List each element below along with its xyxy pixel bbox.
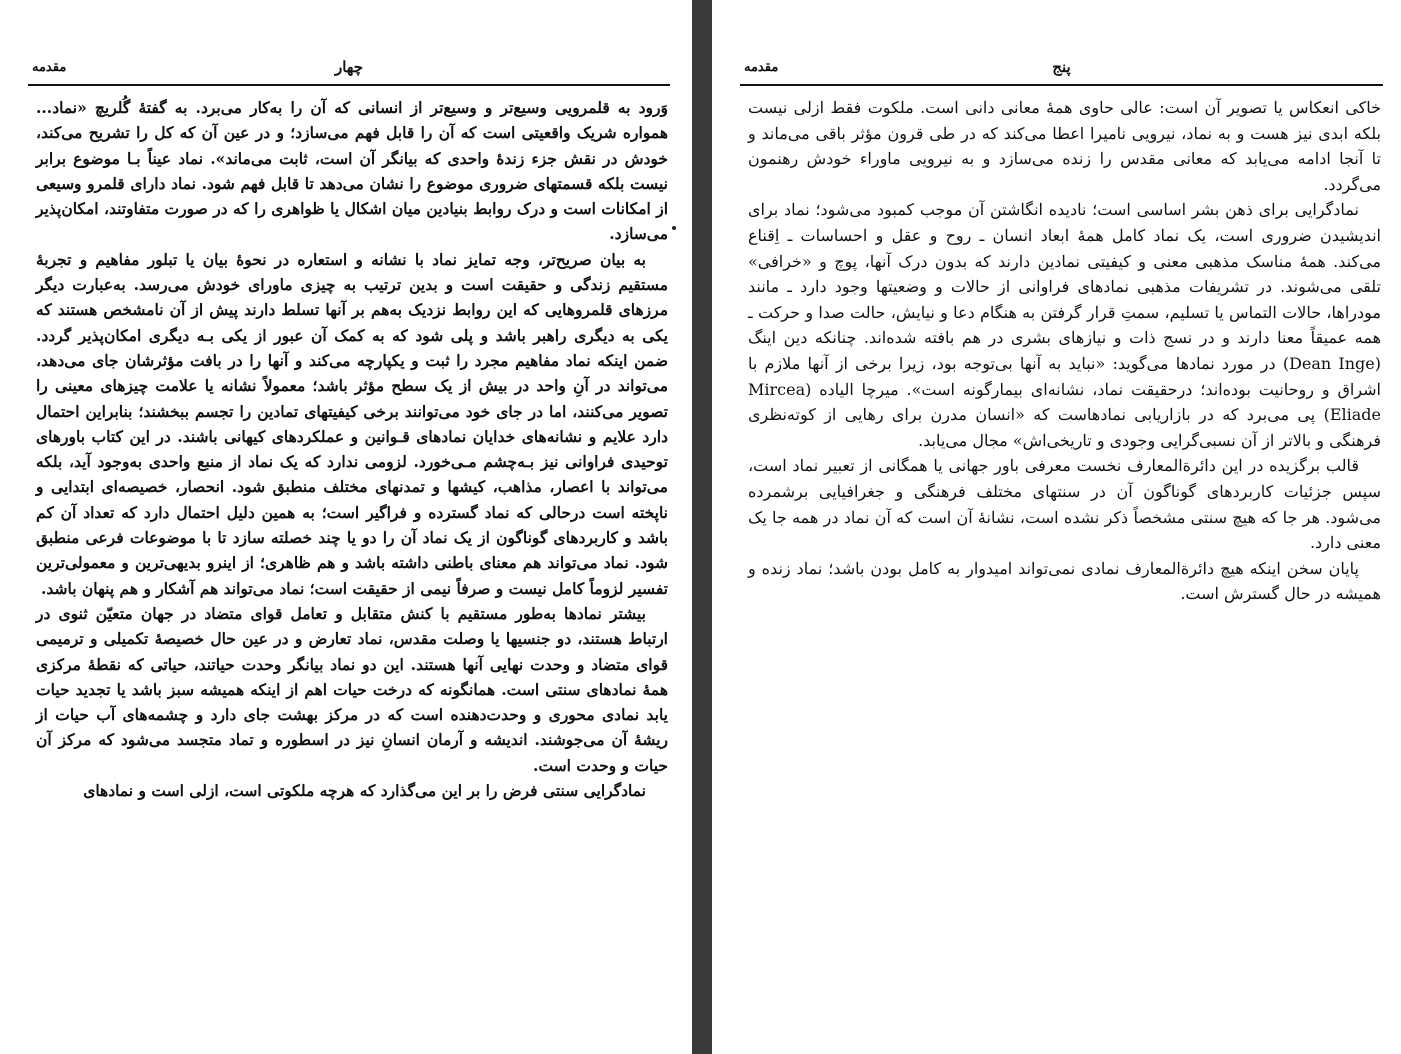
left-page-number: چهار <box>334 58 363 76</box>
left-paragraph-1: وَرود به قلمرویی وسیع‌تر و وسیع‌تر از انسانی که آن را به‌کار می‌برد. به گفتهٔ گُلریچ «نماد... همواره شریک واقعیتی است که آن را قابل فهم می‌سازد؛ و در عین آن که کل را تشریح می‌کند، خودش در نقش جزء زندهٔ واحدی که بیانگر آن است، ثابت می‌ماند». نماد عیناً بـا موضوع برابر نیست بلکه قسمتهای ضروری موضوع را نشان می‌دهد تا قابل فهم شود. نماد دارای قلمرو وسیعی از امکانات است و درک روابط بنیادین میان اشکال یا ظواهری را که در صورت متفاوتند، امکان‌پذیر می‌سازد. <box>36 98 668 244</box>
right-running-head <box>740 58 1383 86</box>
left-paragraph-4: نمادگرایی سنتی فرض را بر این می‌گذارد که هرچه ملکوتی است، ازلی است و نمادهای <box>83 781 646 801</box>
scan-speck <box>672 226 676 230</box>
left-paragraph-2: به بیان صریح‌تر، وجه تمایز نماد با نشانه و استعاره در نحوهٔ بیان یا تبلور مفاهیم و تجربهٔ مستقیم زندگی و حقیقت است و بدین ترتیب به چیزی ماورای خودش می‌رسد. به‌عبارت دیگر مرزهای قلمروهایی که این روابط نزدیک به‌هم بر آنها تسلط دارند پیش از آن نامشخص هستند که یکی به دیگری راهبر باشد و پلی شود که به کمک آن عبور از یکی بـه دیگری امکان‌پذیر گردد. ضمن اینکه نماد مفاهیم مجرد را ثبت و یکپارچه می‌کند و آنها را در بافت مؤثرشان جای می‌دهد، می‌تواند در آنِ واحد در بیش از یک سطح مؤثر باشد؛ معمولاً نشانه یا علامت چیزهای معینی را تصویر می‌کنند، اما در جای خود می‌توانند برخی کیفیتهای تمادین را تجسم ببخشند؛ بنابراین احتمال دارد علایم و نشانه‌های خدایان نمادهای قـوانین و عملکردهای کیهانی باشند. در این کتاب باورهای توحیدی فراوانی نیز بـه‌چشم مـی‌خورد. لزومی ندارد که یک نماد از منبع واحدی به‌وجود آید، بلکه می‌تواند با اعصار، مذاهب، کیشها و تمدنهای مختلف منطبق شود. انحصار، خصیصه‌ای ابتدایی و ناپخته است درحالی که نماد گسترده و فراگیر است؛ به همین دلیل احتمال دارد که تعداد آن کم باشد و کاربردهای گوناگون از یک نماد آن را دو یا چند خصلته سازد تا با موضوعات فرعی منطبق شود. نماد می‌تواند هم معنای باطنی داشته باشد و هم ظاهری؛ از اینرو بدیهی‌ترین و معمولی‌ترین تفسیر لزوماً کامل نیست و صرفاً نیمی از حقیقت است؛ نماد می‌تواند هم آشکار و هم پنهان باشد. <box>36 249 668 598</box>
left-page-body <box>36 95 668 803</box>
right-page-body <box>748 95 1381 607</box>
right-page <box>712 0 1401 1054</box>
right-paragraph-3: قالب برگزیده در این دائرة‌المعارف نخست معرفی باور جهانی یا همگانی از تعبیر نماد است، سپس جزئیات کاربردهای گوناگون آن در سنتهای مختلف فرهنگی و جغرافیایی برشمرده می‌شود. هر جا که هیچ سنتی مشخصاً ذکر نشده است، نشانهٔ آن است که آن نماد در همه جا یک معنی دارد. <box>748 456 1381 553</box>
left-paragraph-3: بیشتر نمادها به‌طور مستقیم با کنش متقابل و تعامل قوای متضاد در جهان متعیّن ثنوی در ارتباط هستند، دو جنسیها یا وصلت مقدس، نماد تعارض و در عین حال خصیصهٔ تکمیلی و ترمیمی قوای متضاد و وحدت نهایی آنها هستند. این دو نماد بیانگر وحدت حیاتند، حیاتی که نقطهٔ مرکزی همهٔ نمادهای سنتی است. همانگونه که درخت حیات اهم از اینکه همیشه سبز باشد یا تجدید حیات یابد نمادی محوری و وحدت‌دهنده است که در مرکز بهشت جای دارد و چشمه‌های آب حیات از ریشهٔ آن می‌جوشند. اندیشه و آرمان انسانِ نیز در اسطوره و تماد متجسد می‌شود که مرکز آن حیات و وحدت است. <box>36 603 668 775</box>
right-paragraph-1: خاکی انعکاس یا تصویر آن است: عالی حاوی همهٔ معانی دانی است. ملکوت فقط ازلی نیست بلکه ابدی نیز هست و به نماد، نیرویی نامیرا اعطا می‌کند که در طی قرون مؤثر باقی می‌ماند و تا آنجا ادامه می‌یابد که معانی مقدس را زنده می‌سازد و به نیرویی ماوراء خودش رهنمون می‌گردد. <box>748 98 1381 194</box>
right-page-number: پنج <box>1052 58 1071 76</box>
left-running-head <box>28 58 670 86</box>
left-page <box>0 0 692 1054</box>
right-paragraph-2: نمادگرایی برای ذهن بشر اساسی است؛ نادیده انگاشتن آن موجب کمبود می‌شود؛ نماد برای اندیشیدن ضروری است، یک نماد کامل همهٔ ابعاد انسان ـ روح و عقل و احساسات ـ اِقناع می‌کند. همهٔ مناسک مذهبی معنی و کیفیتی نمادین دارند که بدون درک آنها، پوچ و «خرافی» تلقی می‌شوند. در تشریفات مذهبی نمادهای فراوانی از حالات و وضعیتها وجود دارد ـ مانند مودراها، حالات التماس یا تسلیم، سمتِ قرار گرفتن به هنگام دعا و نیایش، حالت صدا و حرکت ـ همه عمیقاً معنا دارند و در نسج ذات و نیازهای بشری در هم بافته شده‌اند. چنانکه دین اینگ (Dean Inge) در مورد نمادها می‌گوید: «نباید به آنها بی‌توجه بود، زیرا برخی از آنها ملازم با اشراق و روحانیت بوده‌اند؛ درحقیقت نماد، نشانه‌ای بیمارگونه است». میرچا الیاده (Mircea Eliade) پی می‌برد که در بازاریابی نمادهاست که «انسان مدرن برای رهایی از کوته‌نظری فرهنگی و بالاتر از آن نسبی‌گرایی وجودی و تاریخی‌اش» مجال می‌یابد. <box>748 200 1381 450</box>
right-running-title: مقدمه <box>744 60 779 75</box>
right-paragraph-4: پایان سخن اینکه هیچ دائرة‌المعارف نمادی نمی‌تواند امیدوار به کامل بودن باشد؛ نماد زنده و همیشه در حال گسترش است. <box>748 558 1381 604</box>
book-gutter <box>692 0 712 1054</box>
left-running-title: مقدمه <box>32 60 67 75</box>
